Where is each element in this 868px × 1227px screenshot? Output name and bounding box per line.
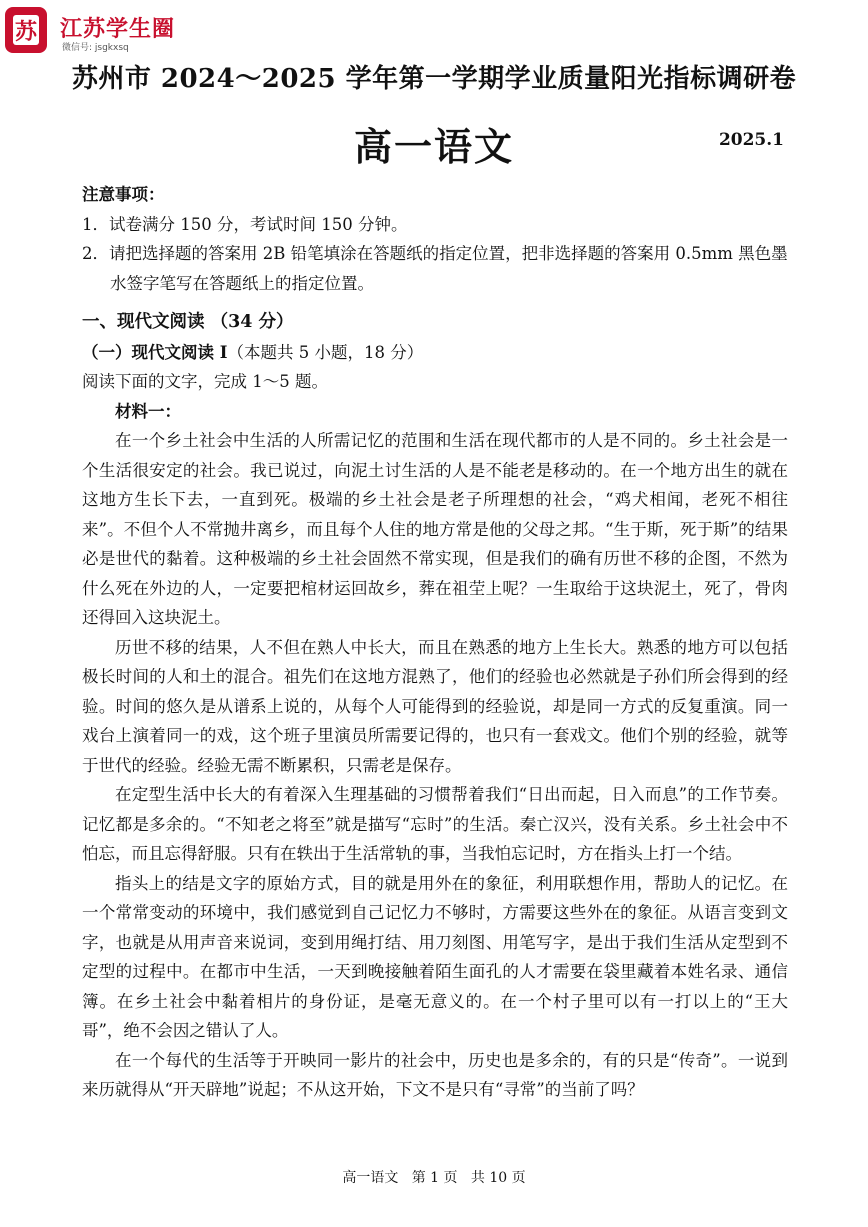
section-title: 一、现代文阅读 （34 分） [82, 312, 294, 332]
subject-title: 高一语文 [353, 124, 514, 169]
subsection-title: （一）现代文阅读 I [82, 342, 228, 362]
note-item: 2．请把选择题的答案用 2B 铅笔填涂在答题纸的指定位置，把非选择题的答案用 0.5mm 黑色墨水签字笔写在答题纸上的指定位置。 [82, 244, 788, 293]
document-body [82, 180, 788, 1105]
paragraph: 指头上的结是文字的原始方式，目的就是用外在的象征，利用联想作用，帮助人的记忆。在一个常常变动的环境中，我们感觉到自己记忆力不够时，方需要这些外在的象征。从语言变到文字，也就是从用声音来说词，变到用绳打结、用刀刻图、用笔写字，是出于我们生活从定型到不定型的过程中。在都市中生活，一天到晚接触着陌生面孔的人才需要在袋里藏着本姓名录、通信簿。在乡土社会中黏着相片的身份证，是毫无意义的。在一个村子里可以有一打以上的“王大哥”，绝不会因之错认了人。 [82, 873, 788, 1040]
exam-title: 苏州市 2024～2025 学年第一学期学业质量阳光指标调研卷 [71, 64, 797, 94]
logo [4, 6, 194, 58]
paragraph: 在一个每代的生活等于开映同一影片的社会中，历史也是多余的，有的只是“传奇”。一说到来历就得从“开天辟地”说起；不从这开始，下文不是只有“寻常”的当前了吗？ [82, 1050, 788, 1099]
svg-text:苏: 苏 [14, 19, 38, 45]
reading-instruction: 阅读下面的文字，完成 1～5 题。 [82, 372, 328, 391]
logo-subtitle: 微信号: jsgkxsq [62, 43, 129, 53]
paragraph: 在一个乡土社会中生活的人所需记忆的范围和生活在现代都市的人是不同的。乡土社会是一个生活很安定的社会。我已说过，向泥土讨生活的人是不能老是移动的。在一个地方出生的就在这地方生长下去，一直到死。极端的乡土社会是老子所理想的社会，“鸡犬相闻，老死不相往来”。不但个人不常抛井离乡，而且每个人住的地方常是他的父母之邦。“生于斯，死于斯”的结果必是世代的黏着。这种极端的乡土社会固然不常实现，但是我们的确有历世不移的企图，不然为什么死在外边的人，一定要把棺材运回故乡，葬在祖茔上呢？一生取给于这块泥土，死了，骨肉还得回入这块泥土。 [82, 431, 788, 627]
exam-date: 2025.1 [718, 130, 784, 150]
page-footer: 高一语文 第 1 页 共 10 页 [342, 1170, 526, 1186]
material-label: 材料一： [115, 401, 181, 421]
notes-heading: 注意事项： [82, 185, 165, 204]
note-item: 1．试卷满分 150 分，考试时间 150 分钟。 [82, 214, 408, 234]
logo-emblem-icon [4, 6, 48, 54]
paragraph: 在定型生活中长大的有着深入生理基础的习惯帮着我们“日出而起，日入而息”的工作节奏。记忆都是多余的。“不知老之将至”就是描写“忘时”的生活。秦亡汉兴，没有关系。乡土社会中不怕忘，而且忘得舒服。只有在轶出于生活常轨的事，当我怕忘记时，方在指头上打一个结。 [82, 785, 788, 863]
paragraph: 历世不移的结果，人不但在熟人中长大，而且在熟悉的地方上生长大。熟悉的地方可以包括极长时间的人和土的混合。祖先们在这地方混熟了，他们的经验也必然就是子孙们所会得到的经验。时间的悠久是从谱系上说的，从每个人可能得到的经验说，却是同一方式的反复重演。同一戏台上演着同一的戏，这个班子里演员所需要记得的，也只有一套戏文。他们个别的经验，就等于世代的经验。经验无需不断累积，只需老是保存。 [82, 637, 788, 775]
logo-name: 江苏学生圈 [60, 17, 176, 42]
subsection-note: （本题共 5 小题，18 分） [227, 342, 424, 362]
subsection-heading [82, 338, 788, 368]
